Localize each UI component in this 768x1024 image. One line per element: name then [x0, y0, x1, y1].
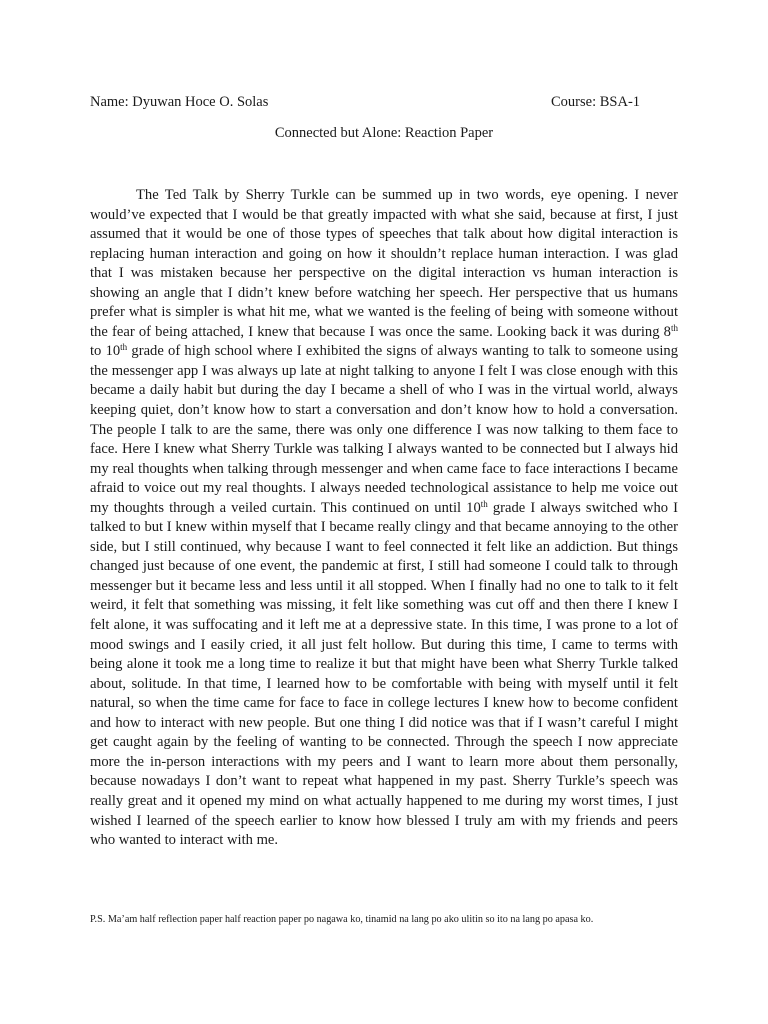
paragraph-text-2: to 10	[90, 343, 121, 360]
paragraph-text-4: grade I always switched who I talked to but I knew within myself that I became really clingy and that became annoying to the other side, but I still continued, why because I want to feel connected it felt like an addiction. But things changed just because of one event, the pandemic at first, I still had someone I could talk to through messenger but it became less and less until it all stopped. When I finally had no one to talk to it felt weird, it felt that something was missing, it felt like something was cut off and then there I knew I felt alone, it was suffocating and it left me at a depressive state. In this time, I was prone to a lot of mood swings and I easily cried, it all just felt hollow. But during this time, I came to terms with being alone it took me a long time to realize it but that might have been what Sherry Turkle talked about, solitude. In that time, I learned how to be comfortable with being with myself until it felt natural, so when the time came for face to face in college lectures I knew how to become confident and how to interact with new people. But one thing I did notice was that if I wasn’t careful I might get caught again by the feeling of wanting to be connected. Through the speech I now appreciate more the in-person interactions with my peers and I want to learn more about them personally, because nowadays I don’t want to repeat what happened in my past. Sherry Turkle’s speech was really great and it opened my mind on what actually happened to me during my worst times, I just wished I learned of the speech earlier to know how blessed I truly am with my friends and peers who wanted to interact with me.	[90, 499, 678, 849]
paragraph-text-1: The Ted Talk by Sherry Turkle can be summed up in two words, eye opening. I never would’ve expected that I would be that greatly impacted with what she said, because at first, I just assumed that it would be one of those types of speeches that talk about how digital interaction is replacing human interaction and going on how it shouldn’t replace human interaction. I was glad that I was mistaken because her perspective on the digital interaction vs human interaction is showing an angle that I didn’t knew before watching her speech. Her perspective that us humans prefer what is simpler is what hit me, what we wanted is the feeling of being with someone without the fear of being attached, I knew that because I was once the same. Looking back it was during 8	[90, 187, 678, 340]
reaction-paragraph	[90, 186, 678, 851]
paragraph-text-3: grade of high school where I exhibited the signs of always wanting to talk to someone using the messenger app I was always up late at night talking to anyone I felt I was close enough with this became a daily habit but during the day I became a shell of who I was in the virtual world, always keeping quiet, don’t know how to start a conversation and don’t know how to hold a conversation. The people I talk to are the same, there was only one difference I was now talking to them face to face. Here I knew what Sherry Turkle was talking I always wanted to be connected but I always hid my real thoughts when talking through messenger and when came face to face interactions I became afraid to voice out my real thoughts. I always needed technological assistance to help me voice out my thoughts through a veiled curtain. This continued on until 10	[90, 343, 679, 516]
ordinal-suffix-1: th	[670, 322, 678, 333]
postscript-note: P.S. Ma’am half reflection paper half reaction paper po nagawa ko, tinamid na lang po ako ulitin so ito na lang po apasa ko.	[90, 914, 594, 925]
student-name: Name: Dyuwan Hoce O. Solas	[90, 94, 269, 110]
ordinal-suffix-3: th	[480, 498, 488, 509]
student-course: Course: BSA-1	[551, 94, 641, 110]
document-title: Connected but Alone: Reaction Paper	[274, 125, 494, 141]
ordinal-suffix-2: th	[120, 342, 128, 353]
